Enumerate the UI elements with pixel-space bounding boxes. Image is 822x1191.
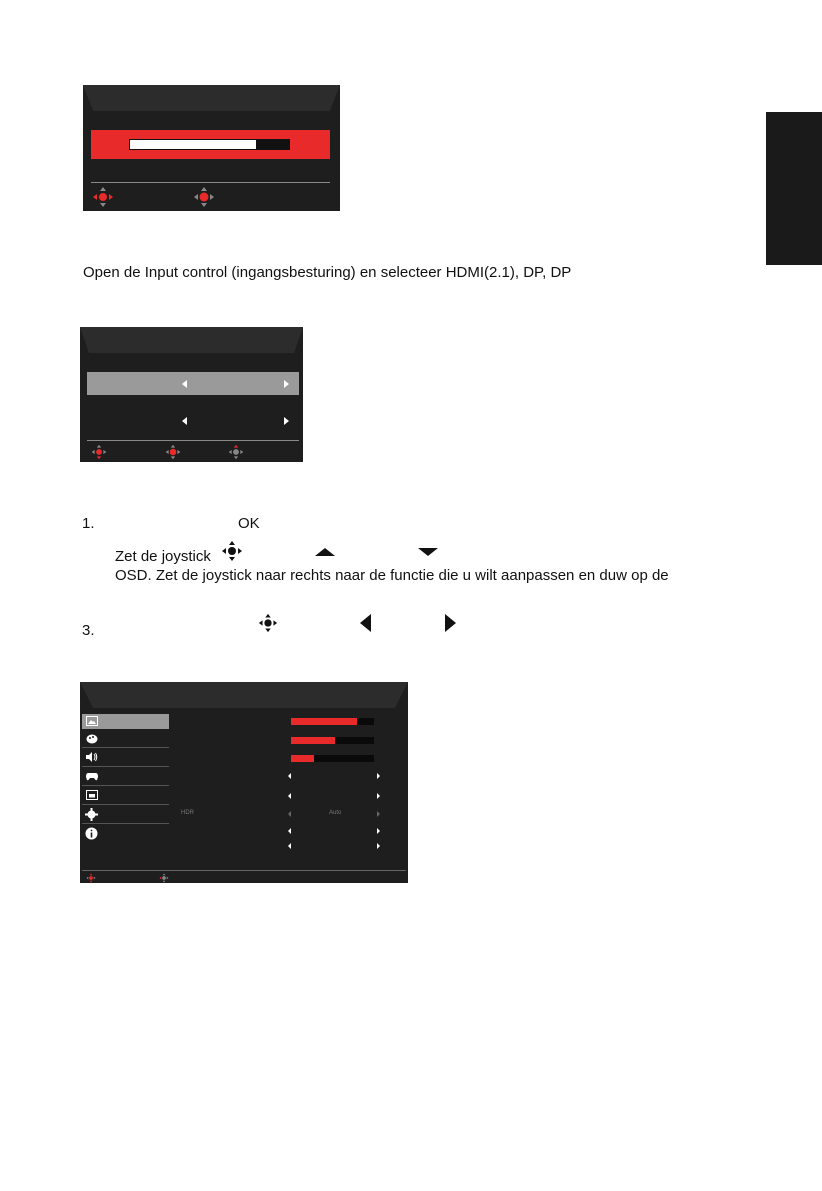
osd-divider (91, 182, 330, 183)
left-arrow-icon[interactable] (182, 417, 187, 425)
language-side-tab (766, 112, 822, 265)
menu-divider (82, 766, 169, 767)
osd-picture-menu (80, 682, 408, 883)
osd-header-bar (80, 327, 303, 353)
down-arrow-icon (418, 548, 438, 556)
osd-input-dialog (80, 327, 303, 462)
menu-divider (82, 747, 169, 748)
right-arrow-icon[interactable] (377, 773, 380, 779)
menu-divider (82, 823, 169, 824)
up-arrow-icon (315, 548, 335, 556)
left-arrow-icon[interactable] (288, 773, 291, 779)
right-arrow-icon[interactable] (377, 843, 380, 849)
right-arrow-icon[interactable] (377, 793, 380, 799)
osd-divider (87, 440, 299, 441)
osd-slider-fill (130, 140, 256, 149)
step-1-number: 1. (82, 515, 95, 532)
joystick-icon (258, 613, 278, 633)
right-arrow-icon[interactable] (377, 811, 380, 817)
color-palette-icon[interactable] (86, 734, 98, 744)
joystick-press-icon (193, 186, 215, 208)
step-1-ok-key: OK (238, 515, 260, 532)
left-arrow-icon[interactable] (288, 811, 291, 817)
joystick-left-icon (159, 873, 169, 883)
right-arrow-icon[interactable] (284, 380, 289, 388)
info-icon[interactable] (85, 827, 98, 840)
right-arrow-icon (445, 614, 456, 632)
osd-header-bar (83, 85, 340, 111)
hdr-label: HDR (181, 810, 194, 816)
step-3-number: 3. (82, 622, 95, 639)
speaker-icon[interactable] (86, 752, 98, 762)
osd-slider-dialog (83, 85, 340, 211)
left-arrow-icon[interactable] (288, 793, 291, 799)
gamepad-icon[interactable] (86, 771, 98, 781)
joystick-move-icon (91, 444, 107, 460)
left-arrow-icon[interactable] (288, 843, 291, 849)
right-arrow-icon[interactable] (377, 828, 380, 834)
brightness-slider-fill (291, 718, 357, 725)
left-arrow-icon[interactable] (288, 828, 291, 834)
hdr-value: Auto (329, 810, 342, 816)
picture-icon[interactable] (86, 716, 98, 726)
joystick-icon (221, 540, 243, 562)
menu-divider (82, 785, 169, 786)
blue-light-slider-fill (291, 755, 314, 762)
pip-icon[interactable] (86, 790, 98, 800)
step-2-text-start: Zet de joystick (115, 548, 211, 565)
osd-input-row-selected[interactable] (87, 372, 299, 395)
left-arrow-icon (360, 614, 371, 632)
intro-text: Open de Input control (ingangsbesturing) en selecteer HDMI(2.1), DP, DP (83, 264, 572, 281)
step-2-text-continued: OSD. Zet de joystick naar rechts naar de functie die u wilt aanpassen en duw op de (115, 567, 669, 584)
osd-divider (82, 870, 406, 871)
left-arrow-icon[interactable] (182, 380, 187, 388)
menu-divider (82, 804, 169, 805)
settings-gear-icon[interactable] (85, 808, 98, 821)
osd-header-bar (80, 682, 408, 708)
joystick-up-icon (228, 444, 244, 460)
joystick-move-icon (86, 873, 96, 883)
contrast-slider-fill (291, 737, 335, 744)
right-arrow-icon[interactable] (284, 417, 289, 425)
joystick-press-icon (165, 444, 181, 460)
joystick-move-icon (92, 186, 114, 208)
